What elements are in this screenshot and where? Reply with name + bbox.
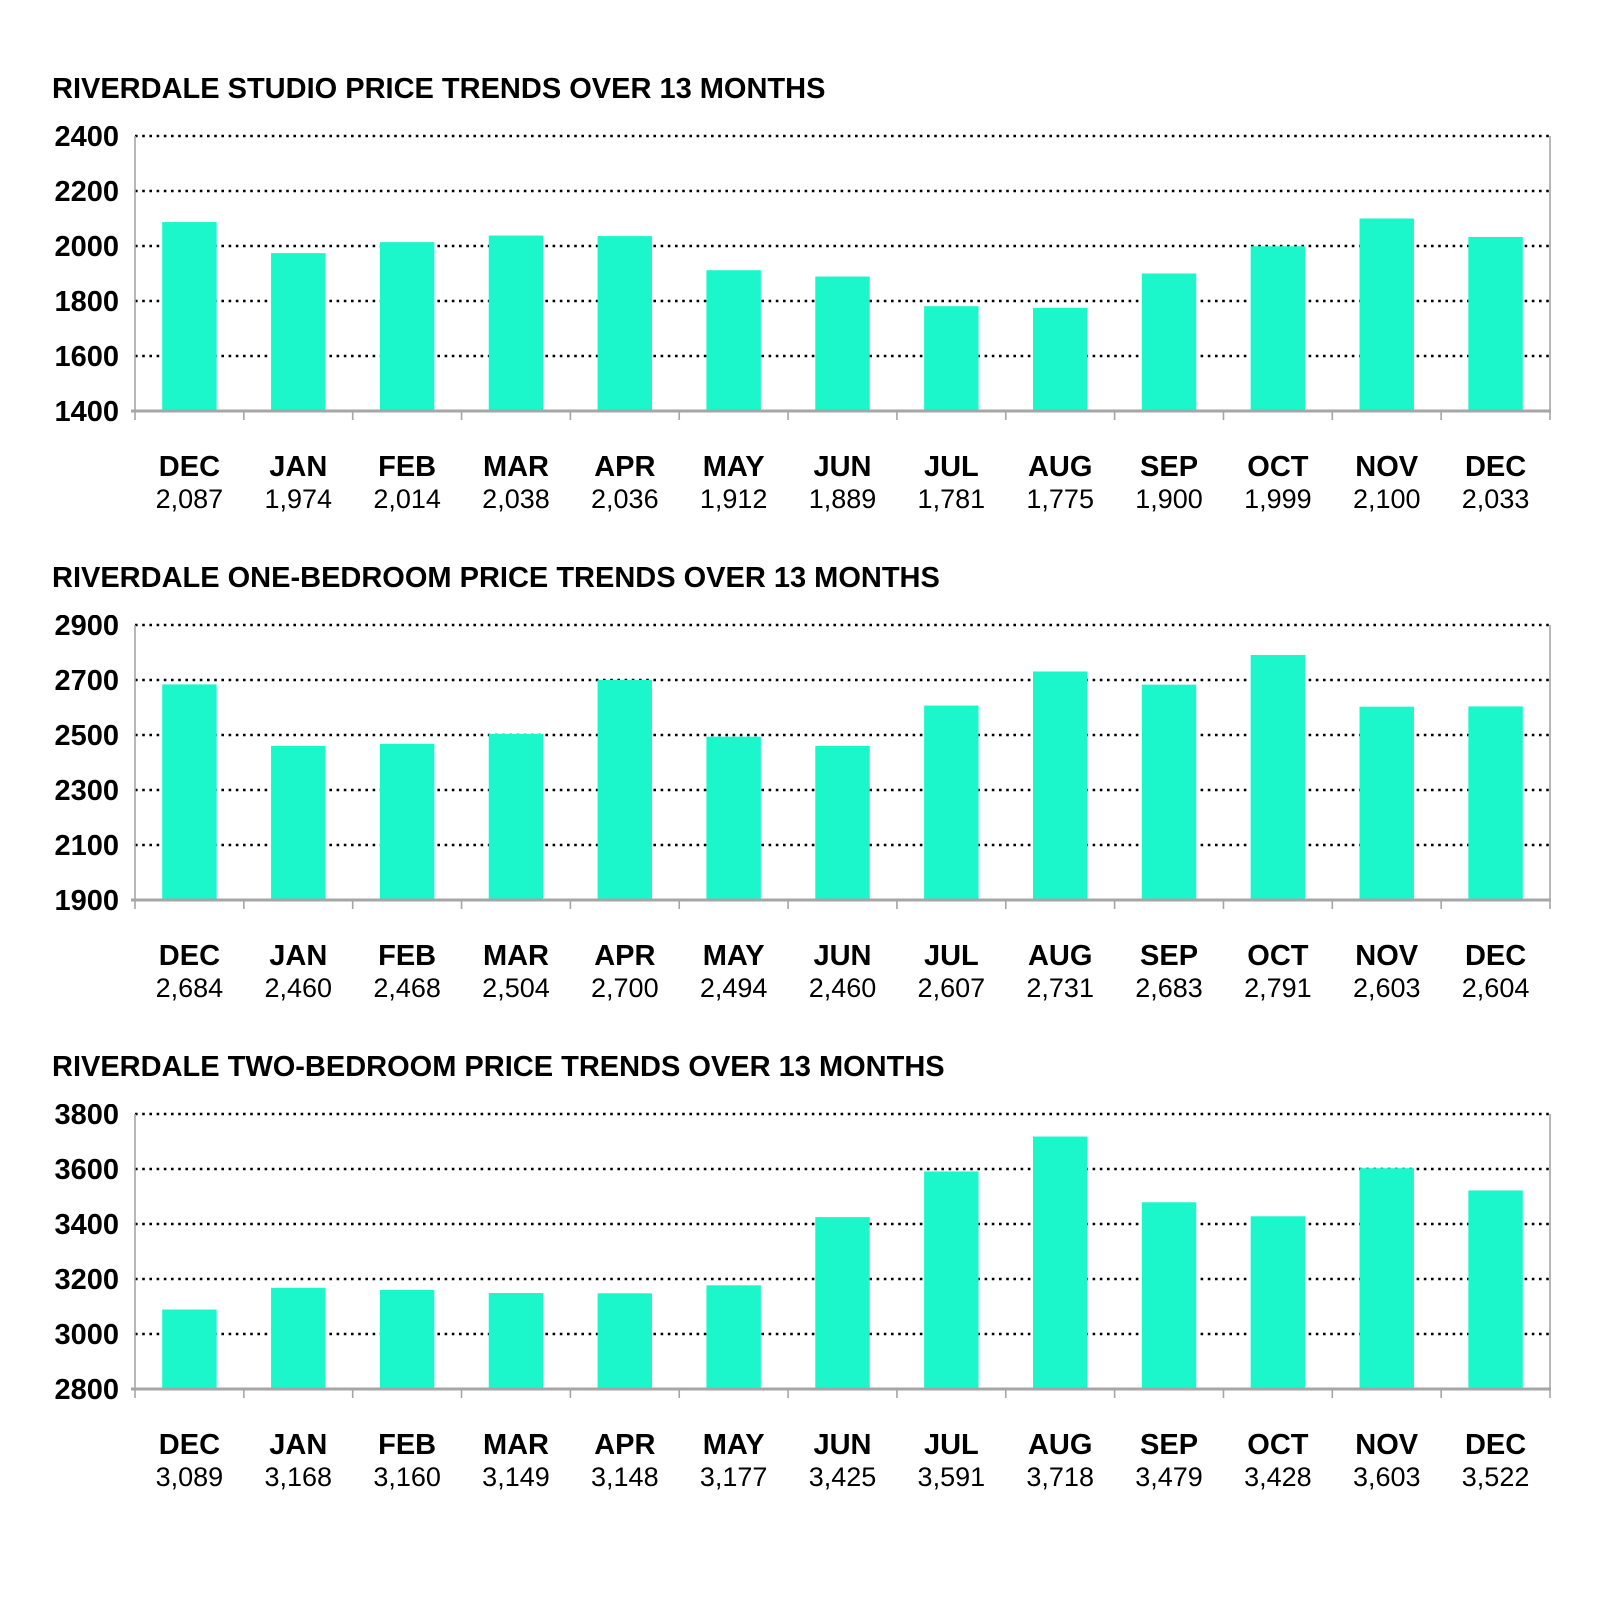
- bar-mar-3: [489, 236, 543, 411]
- value-label-may-5: 2,494: [699, 973, 768, 1003]
- bar-jan-1: [271, 1288, 325, 1389]
- x-tick-label-dec-12: DEC: [1464, 940, 1527, 972]
- bar-jun-6: [815, 1217, 869, 1389]
- x-tick-label-mar-3: MAR: [482, 1429, 549, 1461]
- bar-nov-11: [1360, 1168, 1414, 1389]
- x-tick-label-apr-4: APR: [594, 1429, 656, 1461]
- value-label-sep-9: 2,683: [1135, 973, 1203, 1003]
- y-tick-label: 1800: [54, 286, 119, 318]
- chart-title-one-bedroom: RIVERDALE ONE-BEDROOM PRICE TRENDS OVER 13 MONTHS: [52, 562, 940, 594]
- value-label-oct-10: 1,999: [1244, 484, 1312, 514]
- bar-may-5: [706, 270, 760, 411]
- y-tick-label: 3600: [54, 1154, 119, 1186]
- value-label-dec-0: 2,087: [155, 484, 224, 514]
- value-label-nov-11: 2,603: [1352, 973, 1421, 1003]
- value-label-may-5: 3,177: [699, 1462, 768, 1492]
- bar-dec-12: [1468, 706, 1522, 900]
- one-bedroom-price-chart-canvas: [0, 615, 1600, 1010]
- x-tick-label-feb-2: FEB: [378, 1429, 437, 1461]
- x-tick-label-jul-7: JUL: [923, 940, 979, 972]
- value-label-jun-6: 2,460: [808, 973, 877, 1003]
- value-label-mar-3: 3,149: [482, 1462, 550, 1492]
- y-tick-label: 2900: [54, 615, 119, 642]
- x-tick-label-nov-11: NOV: [1355, 940, 1419, 972]
- bar-dec-12: [1468, 1190, 1522, 1389]
- bar-nov-11: [1360, 707, 1414, 900]
- bar-apr-4: [598, 1293, 652, 1389]
- value-label-apr-4: 2,036: [591, 484, 659, 514]
- x-tick-label-dec-12: DEC: [1464, 451, 1527, 483]
- x-tick-label-sep-9: SEP: [1140, 1429, 1199, 1461]
- x-tick-label-apr-4: APR: [594, 451, 656, 483]
- value-label-jul-7: 2,607: [917, 973, 986, 1003]
- one-bedroom-price-chart-section: [0, 561, 1600, 1010]
- y-tick-label: 3200: [54, 1264, 119, 1296]
- bar-jul-7: [924, 306, 978, 411]
- bar-aug-8: [1033, 671, 1087, 900]
- x-tick-label-jun-6: JUN: [813, 1429, 872, 1461]
- bar-feb-2: [380, 1290, 434, 1389]
- x-tick-label-feb-2: FEB: [378, 940, 437, 972]
- x-tick-label-oct-10: OCT: [1247, 451, 1309, 483]
- value-label-nov-11: 3,603: [1352, 1462, 1421, 1492]
- bar-jun-6: [815, 277, 869, 411]
- x-tick-label-dec-12: DEC: [1464, 1429, 1527, 1461]
- bar-apr-4: [598, 236, 652, 411]
- x-tick-label-may-5: MAY: [702, 1429, 765, 1461]
- x-tick-label-jul-7: JUL: [923, 451, 979, 483]
- bar-apr-4: [598, 680, 652, 900]
- bar-oct-10: [1251, 246, 1305, 411]
- bar-nov-11: [1360, 219, 1414, 412]
- value-label-jun-6: 3,425: [808, 1462, 877, 1492]
- value-label-sep-9: 3,479: [1135, 1462, 1203, 1492]
- bar-dec-0: [162, 684, 216, 900]
- x-tick-label-oct-10: OCT: [1247, 940, 1309, 972]
- value-label-apr-4: 2,700: [591, 973, 659, 1003]
- value-label-aug-8: 1,775: [1026, 484, 1094, 514]
- y-tick-label: 2300: [54, 775, 119, 807]
- value-label-dec-0: 3,089: [155, 1462, 224, 1492]
- bar-feb-2: [380, 242, 434, 411]
- y-tick-label: 2100: [54, 830, 119, 862]
- value-label-jan-1: 3,168: [264, 1462, 333, 1492]
- bar-may-5: [706, 737, 760, 900]
- y-tick-label: 1600: [54, 341, 119, 373]
- x-tick-label-may-5: MAY: [702, 940, 765, 972]
- bar-jul-7: [924, 1171, 978, 1389]
- x-tick-label-jun-6: JUN: [813, 940, 872, 972]
- bar-feb-2: [380, 744, 434, 900]
- value-label-nov-11: 2,100: [1352, 484, 1421, 514]
- value-label-apr-4: 3,148: [591, 1462, 659, 1492]
- bar-dec-0: [162, 1310, 216, 1389]
- bar-oct-10: [1251, 655, 1305, 900]
- value-label-dec-12: 2,033: [1461, 484, 1530, 514]
- value-label-feb-2: 2,468: [373, 973, 441, 1003]
- x-tick-label-aug-8: AUG: [1027, 940, 1093, 972]
- value-label-feb-2: 3,160: [373, 1462, 441, 1492]
- x-tick-label-jan-1: JAN: [269, 451, 328, 483]
- y-tick-label: 1900: [54, 885, 119, 917]
- y-tick-label: 2500: [54, 720, 119, 752]
- bar-jan-1: [271, 253, 325, 411]
- bar-mar-3: [489, 734, 543, 900]
- value-label-feb-2: 2,014: [373, 484, 441, 514]
- chart-title-two-bedroom: RIVERDALE TWO-BEDROOM PRICE TRENDS OVER 13 MONTHS: [52, 1051, 945, 1083]
- value-label-mar-3: 2,504: [482, 973, 550, 1003]
- value-label-mar-3: 2,038: [482, 484, 550, 514]
- bar-may-5: [706, 1285, 760, 1389]
- value-label-aug-8: 2,731: [1026, 973, 1094, 1003]
- bar-dec-0: [162, 222, 216, 411]
- x-tick-label-dec-0: DEC: [158, 451, 221, 483]
- x-tick-label-aug-8: AUG: [1027, 451, 1093, 483]
- value-label-dec-12: 3,522: [1461, 1462, 1530, 1492]
- value-label-jun-6: 1,889: [808, 484, 877, 514]
- y-tick-label: 2400: [54, 126, 119, 153]
- bar-aug-8: [1033, 308, 1087, 411]
- chart-title-studio: RIVERDALE STUDIO PRICE TRENDS OVER 13 MONTHS: [52, 73, 826, 105]
- x-tick-label-may-5: MAY: [702, 451, 765, 483]
- x-tick-label-apr-4: APR: [594, 940, 656, 972]
- y-tick-label: 2000: [54, 231, 119, 263]
- two-bedroom-price-chart-section: [0, 1050, 1600, 1499]
- studio-price-chart-section: [0, 72, 1600, 521]
- bar-sep-9: [1142, 274, 1196, 412]
- bar-jan-1: [271, 746, 325, 900]
- bar-aug-8: [1033, 1137, 1087, 1389]
- y-tick-label: 1400: [54, 396, 119, 428]
- value-label-sep-9: 1,900: [1135, 484, 1203, 514]
- x-tick-label-jul-7: JUL: [923, 1429, 979, 1461]
- x-tick-label-sep-9: SEP: [1140, 451, 1199, 483]
- two-bedroom-price-chart-canvas: [0, 1104, 1600, 1499]
- value-label-jan-1: 2,460: [264, 973, 333, 1003]
- bar-jul-7: [924, 706, 978, 900]
- value-label-oct-10: 3,428: [1244, 1462, 1312, 1492]
- x-tick-label-nov-11: NOV: [1355, 451, 1419, 483]
- x-tick-label-jun-6: JUN: [813, 451, 872, 483]
- x-tick-label-dec-0: DEC: [158, 940, 221, 972]
- value-label-oct-10: 2,791: [1244, 973, 1312, 1003]
- x-tick-label-nov-11: NOV: [1355, 1429, 1419, 1461]
- x-tick-label-mar-3: MAR: [482, 451, 549, 483]
- bar-sep-9: [1142, 1202, 1196, 1389]
- y-tick-label: 3000: [54, 1319, 119, 1351]
- bar-sep-9: [1142, 685, 1196, 900]
- studio-price-chart-canvas: [0, 126, 1600, 521]
- value-label-aug-8: 3,718: [1026, 1462, 1094, 1492]
- x-tick-label-mar-3: MAR: [482, 940, 549, 972]
- x-tick-label-oct-10: OCT: [1247, 1429, 1309, 1461]
- y-tick-label: 2700: [54, 665, 119, 697]
- x-tick-label-jan-1: JAN: [269, 940, 328, 972]
- x-tick-label-feb-2: FEB: [378, 451, 437, 483]
- value-label-jul-7: 1,781: [917, 484, 986, 514]
- value-label-jan-1: 1,974: [264, 484, 333, 514]
- x-tick-label-dec-0: DEC: [158, 1429, 221, 1461]
- y-tick-label: 2200: [54, 176, 119, 208]
- value-label-dec-12: 2,604: [1461, 973, 1530, 1003]
- x-tick-label-sep-9: SEP: [1140, 940, 1199, 972]
- value-label-dec-0: 2,684: [155, 973, 224, 1003]
- y-tick-label: 3400: [54, 1209, 119, 1241]
- bar-oct-10: [1251, 1216, 1305, 1389]
- value-label-may-5: 1,912: [699, 484, 768, 514]
- bar-dec-12: [1468, 237, 1522, 411]
- y-tick-label: 2800: [54, 1374, 119, 1406]
- bar-mar-3: [489, 1293, 543, 1389]
- value-label-jul-7: 3,591: [917, 1462, 986, 1492]
- x-tick-label-jan-1: JAN: [269, 1429, 328, 1461]
- bar-jun-6: [815, 746, 869, 900]
- x-tick-label-aug-8: AUG: [1027, 1429, 1093, 1461]
- y-tick-label: 3800: [54, 1104, 119, 1131]
